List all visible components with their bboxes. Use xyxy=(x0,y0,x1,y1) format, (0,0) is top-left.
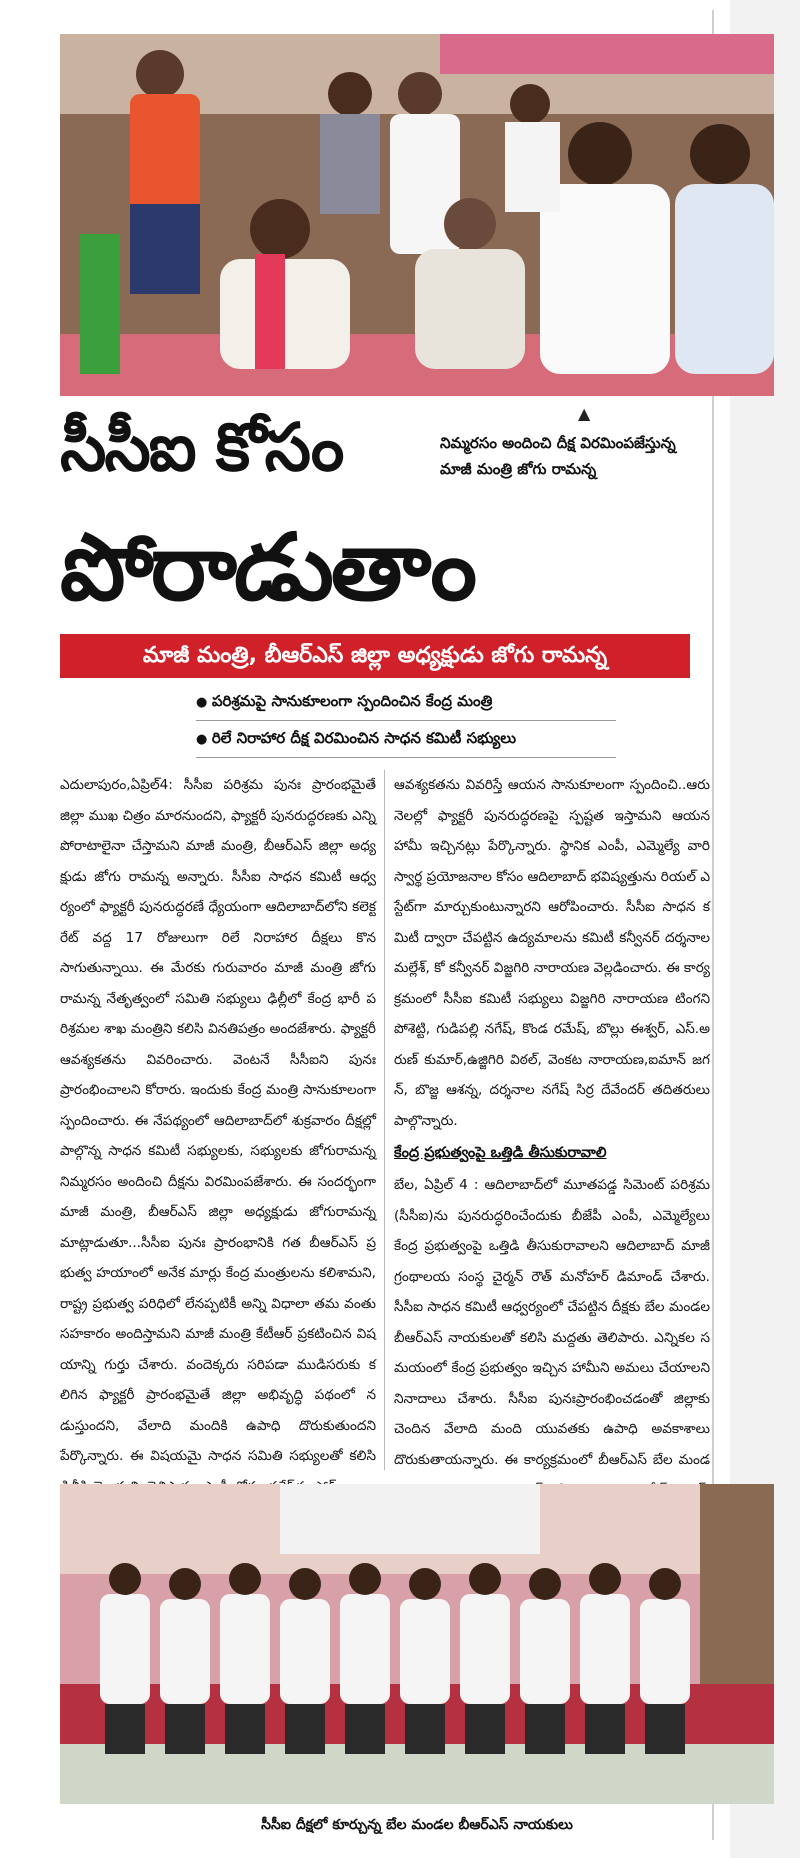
sub-headline-bullets xyxy=(196,684,616,758)
caption-pointer-icon: ▲ xyxy=(578,404,591,423)
bottom-news-photo xyxy=(60,1484,774,1804)
headline-line-2: పోరాడుతాం xyxy=(60,514,474,621)
article-column-right xyxy=(394,770,710,1470)
headline-line-1: సీసీఐ కోసం xyxy=(60,409,343,486)
article-paragraph: బేల, ఏప్రిల్ 4 : ఆదిలాబాద్‌లో మూతపడ్డ సిమెంట్ పరిశ్రమ(సీసీఐ)ను పునరుద్ధరించేందుకు బీజేపీ ఎంపీ, ఎమ్మెల్యేలు కేంద్ర ప్రభుత్వంపై ఒత్తిడి తీసుకురావాలని ఆదిలాబాద్ మాజీ గ్రంథాలయ సంస్థ చైర్మన్ రౌత్ మనోహర్ డిమాండ్ చేశారు. సీసీఐ సాధన కమిటీ ఆధ్వర్యంలో చేపట్టిన దీక్షకు బేల మండల బీఆర్ఎస్ నాయకులతో కలిసి మద్దతు తెలిపారు. ఎన్నికల సమయంలో కేంద్ర ప్రభుత్వం ఇచ్చిన హామీని అమలు చేయాలని నినాదాలు చేశారు. సీసీఐ పునఃప్రారంభించడంతో జిల్లాకు చెందిన వేలాది మంది యువతకు ఉపాధి అవకాశాలు దొరుకుతాయన్నారు. ఈ కార్యక్రమంలో బీఆర్ఎస్ బేల మండ xyxy=(394,1177,710,1468)
top-news-photo xyxy=(60,34,774,396)
article-paragraph: ఆవశ్యకతను వివరిస్తే ఆయన సానుకూలంగా స్పందించి..ఆరు నెలల్లో ఫ్యాక్టరీ పునరుద్ధరణపై స్పష్టత ఇస్తామని ఆయన హామీ ఇచ్చినట్లు పేర్కొన్నారు. స్థానిక ఎంపీ, ఎమ్మెల్యే వారి స్వార్థ ప్రయోజనాల కోసం ఆదిలాబాద్ భవిష్యత్తును రియల్ ఎస్టేట్‌గా మార్చుకుంటున్నారని ఆరోపించారు. సీసీఐ సాధన కమిటీ ద్వారా చేపట్టిన ఉద్యమాలను కమిటీ కన్వీనర్ దర్శనాల మల్లేశ్, కో కన్వీనర్ విజ్జగిరి నారాయణ వెల్లడించారు. ఈ కార్యక్రమంలో సీసీఐ కమిటీ సభ్యులు విజ్జగిరి నారాయణ టింగని పోశెట్టి, గుడిపల్లి నగేష్, కొండ రమేష్, బొల్లు ఈశ్వర్, ఎస్.అరుణ్ కుమార్,ఉజ్జిగిరి విఠల్, వెంకట నారాయణ,ఐమాన్ జగన్, బొజ్జ ఆశన్న, దర్శనాల నగేష్ సిర్ర దేవేందర్ తదితరులు పాల్గొన్నారు. xyxy=(394,777,710,1129)
sub-bullet: ● రిలే నిరాహార దీక్ష విరమించిన సాధన కమిటీ సభ్యులు xyxy=(196,721,616,758)
article-subhead: కేంద్ర ప్రభుత్వంపై ఒత్తిడి తీసుకురావాలి xyxy=(394,1145,607,1161)
sub-bullet: ● పరిశ్రమపై సానుకూలంగా స్పందించిన కేంద్ర మంత్రి xyxy=(196,684,616,721)
article-column-left: ఎదులాపురం,ఏప్రిల్4: సీసీఐ పరిశ్రమ పునః ప్రారంభమైతే జిల్లా ముఖ చిత్రం మారనుందని, ఫ్యాక్టరీ పునరుద్ధరణకు ఎన్ని పోరాటాలైనా చేస్తామని మాజీ మంత్రి, బీఆర్ఎస్ జిల్లా అధ్యక్షుడు జోగు రామన్న అన్నారు. సీసీఐ సాధన కమిటీ ఆధ్వర్యంలో ఫ్యాక్టరీ పునరుద్ధరణే ధ్యేయంగా ఆదిలాబాద్‌లోని కలెక్టరేట్ వద్ద 17 రోజులుగా రిలే నిరాహార దీక్షలు కొనసాగుతున్నాయి. ఈ మేరకు గురువారం మాజీ మంత్రి జోగు రామన్న నేతృత్వంలో సమితి సభ్యులు ఢిల్లీలో కేంద్ర భారీ పరిశ్రమల శాఖ మంత్రిని కలిసి వినతిపత్రం అందజేశారు. ఫ్యాక్టరీ ఆవశ్యకతను వివరించారు. వెంటనే సీసీఐని పునః ప్రారంభించాలని కోరారు. ఇందుకు కేంద్ర మంత్రి సానుకూలంగా స్పందించారు. ఈ నేపథ్యంలో ఆదిలాబాద్‌లో శుక్రవారం దీక్షల్లో పాల్గొన్న సాధన కమిటీ సభ్యులకు, సభ్యులకు జోగురామన్న నిమ్మరసం అందించి దీక్షను విరమింపజేశారు. ఈ సందర్భంగా మాజీ మంత్రి, బీఆర్ఎస్ జిల్లా అధ్యక్షుడు జోగురామన్న మాట్లాడుతూ...సీసీఐ పునః ప్రారంభానికి గత బీఆర్ఎస్ ప్రభుత్వ హయాంలో అనేక మార్లు కేంద్ర మంత్రులను కలిశామని, రాష్ట్ర ప్రభుత్వ పరిధిలో లేనప్పటికీ అన్ని విధాలా తమ వంతు సహకారం అందిస్తామని మాజీ మంత్రి కేటీఆర్ ప్రకటించిన విషయాన్ని గుర్తు చేశారు. వందెక్కరు సరిపడా ముడిసరుకు కలిగిన ఫ్యాక్టరీ ప్రారంభమైతే జిల్లా అభివృద్ధి పథంలో నడుస్తుందని, వేలాది మందికి ఉపాధి దొరుకుతుందని పేర్కొన్నారు. ఈ విషయమై సాధన సమితి సభ్యులతో కలిసి xyxy=(60,777,376,1464)
bottom-photo-caption: సీసీఐ దీక్షలో కూర్చున్న బేల మండల బీఆర్ఎస్ నాయకులు xyxy=(261,1817,573,1833)
column-divider xyxy=(384,770,385,1470)
top-photo-caption: నిమ్మరసం అందించి దీక్ష విరమింపజేస్తున్న మాజీ మంత్రి జోగు రామన్న xyxy=(440,434,676,478)
article-body xyxy=(60,770,710,1470)
red-banner: మాజీ మంత్రి, బీఆర్ఎస్ జిల్లా అధ్యక్షుడు జోగు రామన్న xyxy=(60,634,690,678)
